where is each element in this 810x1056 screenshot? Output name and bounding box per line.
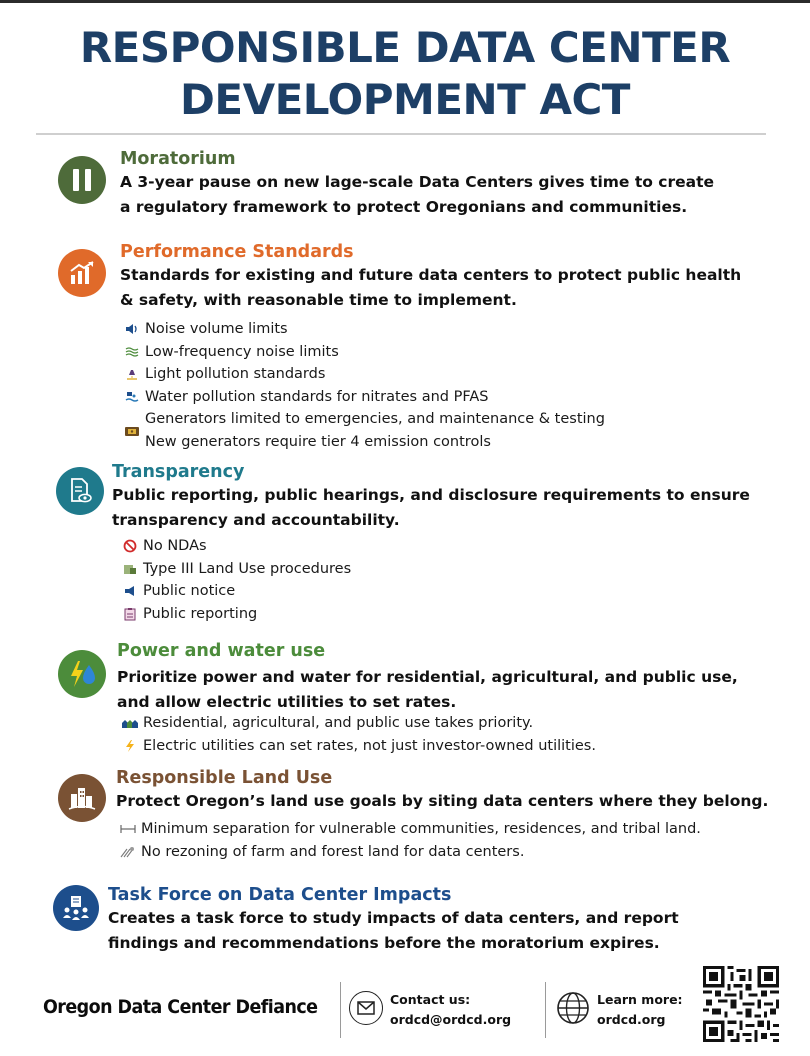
list-item: Water pollution standards for nitrates and PFAS <box>122 386 605 409</box>
footer-divider-1 <box>340 982 341 1038</box>
transparency-desc: Public reporting, public hearings, and disclosure requirements to ensure transparency and accountability. <box>112 486 750 529</box>
performance-bullets <box>122 318 605 453</box>
website-link[interactable]: ordcd.org <box>597 1012 666 1027</box>
list-item: Residential, agricultural, and public use takes priority. <box>120 712 596 735</box>
list-item: No NDAs <box>120 535 351 558</box>
city-icon <box>58 774 106 822</box>
performance-desc: Standards for existing and future data centers to protect public health & safety, with reasonable time to implement. <box>120 266 742 309</box>
moratorium-desc: A 3-year pause on new lage-scale Data Centers gives time to create a regulatory framework to protect Oregonians and communities. <box>120 173 715 216</box>
contact-label: Contact us: <box>390 992 471 1007</box>
list-item: Public reporting <box>120 603 351 626</box>
no-sign-icon <box>120 535 140 557</box>
generator-line-1: Generators limited to emergencies, and maintenance & testing <box>145 411 605 427</box>
bolt-drop-icon <box>58 650 106 698</box>
task-force-desc: Creates a task force to study impacts of data centers, and report findings and recommendations before the moratorium expires. <box>108 909 679 952</box>
title-line-2: DEVELOPMENT ACT <box>180 75 630 124</box>
page-title <box>0 22 810 126</box>
field-icon <box>118 841 138 863</box>
list-item: Electric utilities can set rates, not just investor-owned utilities. <box>120 735 596 758</box>
land-use-title: Responsible Land Use <box>116 768 333 788</box>
power-title: Power and water use <box>117 641 326 661</box>
list-item: Noise volume limits <box>122 318 605 341</box>
task-force-title: Task Force on Data Center Impacts <box>108 885 452 905</box>
lamp-icon <box>122 363 142 385</box>
generator-line-2: New generators require tier 4 emission controls <box>145 433 491 450</box>
team-icon <box>53 885 99 931</box>
list-item: Type III Land Use procedures <box>120 558 351 581</box>
chart-growth-icon <box>58 249 106 297</box>
list-item: Minimum separation for vulnerable communities, residences, and tribal land. <box>118 818 701 841</box>
wave-icon <box>122 341 142 363</box>
envelope-icon <box>349 991 383 1025</box>
top-border <box>0 0 810 3</box>
list-item: Low-frequency noise limits <box>122 341 605 364</box>
title-divider <box>36 133 766 135</box>
land-use-desc: Protect Oregon’s land use goals by siting data centers where they belong. <box>116 792 769 810</box>
title-line-1: RESPONSIBLE DATA CENTER <box>79 23 731 72</box>
moratorium-title: Moratorium <box>120 149 236 169</box>
learn-label: Learn more: <box>597 992 683 1007</box>
document-eye-icon <box>56 467 104 515</box>
footer-org-name: Oregon Data Center Defiance <box>43 996 318 1018</box>
list-item: Public notice <box>120 580 351 603</box>
performance-title: Performance Standards <box>120 242 354 262</box>
clipboard-icon <box>120 603 140 625</box>
houses-icon <box>120 712 140 734</box>
power-bullets <box>120 712 596 757</box>
transparency-bullets <box>120 535 351 625</box>
list-item <box>122 408 605 453</box>
generator-icon <box>122 420 142 442</box>
ruler-icon <box>118 818 138 840</box>
lightning-icon <box>120 735 140 757</box>
list-item: No rezoning of farm and forest land for data centers. <box>118 841 701 864</box>
land-use-icon <box>120 558 140 580</box>
power-desc: Prioritize power and water for residential, agricultural, and public use, and allow electric utilities to set rates. <box>117 668 738 711</box>
qr-code-icon[interactable] <box>703 966 779 1042</box>
transparency-title: Transparency <box>112 462 245 482</box>
pause-icon <box>58 156 106 204</box>
megaphone-icon <box>120 580 140 602</box>
footer-divider-2 <box>545 982 546 1038</box>
speaker-icon <box>122 318 142 340</box>
land-use-bullets <box>118 818 701 863</box>
globe-icon <box>556 991 590 1025</box>
water-icon <box>122 386 142 408</box>
contact-email-link[interactable]: ordcd@ordcd.org <box>390 1012 512 1027</box>
list-item: Light pollution standards <box>122 363 605 386</box>
